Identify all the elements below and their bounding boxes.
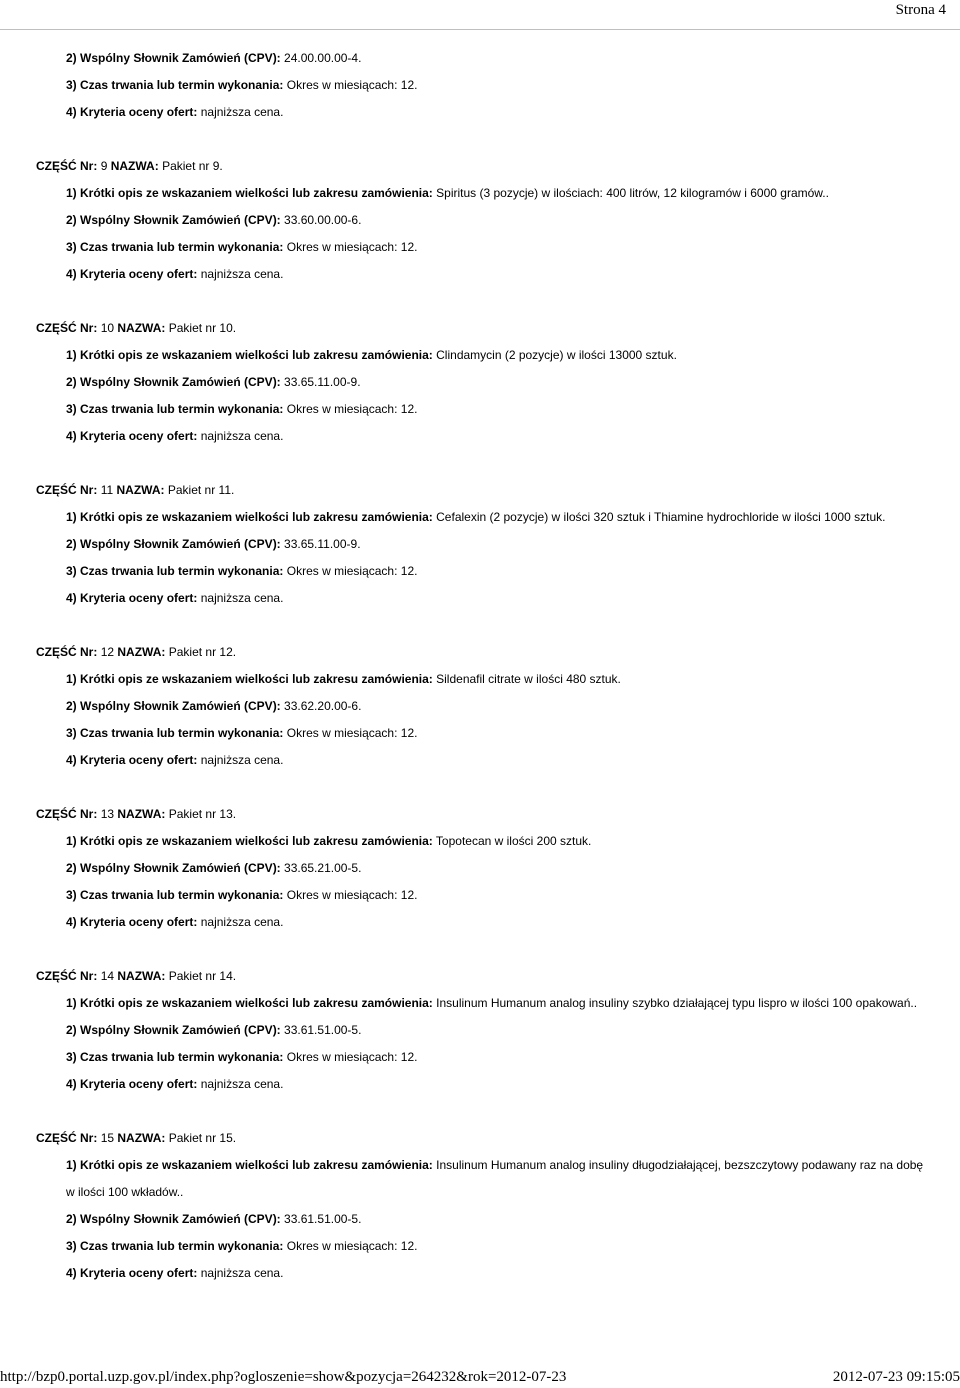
time-line: [0, 720, 960, 747]
criteria-line: [0, 747, 960, 774]
parts-list: [0, 126, 960, 1287]
cpv-line: [0, 531, 960, 558]
part-label: CZĘŚĆ Nr:: [36, 1131, 98, 1145]
cpv-label: 2) Wspólny Słownik Zamówień (CPV):: [66, 51, 281, 65]
part-label: CZĘŚĆ Nr:: [36, 969, 98, 983]
part-name: Pakiet nr 11.: [167, 483, 235, 497]
section-spacer: [0, 774, 960, 801]
part-section: [0, 288, 960, 450]
part-heading: [0, 1125, 960, 1152]
criteria-value: najniższa cena.: [200, 1077, 284, 1091]
part-heading: [0, 477, 960, 504]
cpv-line: [0, 45, 960, 72]
part-label: CZĘŚĆ Nr:: [36, 159, 98, 173]
criteria-value: najniższa cena.: [200, 915, 284, 929]
description-line: [0, 504, 960, 531]
time-label: 3) Czas trwania lub termin wykonania:: [66, 888, 284, 902]
cpv-label: 2) Wspólny Słownik Zamówień (CPV):: [66, 1023, 281, 1037]
description-value: Topotecan w ilości 200 sztuk.: [435, 834, 592, 848]
description-value: Spiritus (3 pozycje) w ilościach: 400 litrów, 12 kilogramów i 6000 gramów..: [436, 186, 829, 200]
cpv-line: [0, 1206, 960, 1233]
time-value: Okres w miesiącach: 12.: [286, 78, 418, 92]
description-line: [0, 828, 960, 855]
part-section: [0, 450, 960, 612]
part-label: CZĘŚĆ Nr:: [36, 645, 98, 659]
time-value: Okres w miesiącach: 12.: [286, 888, 418, 902]
part-name: Pakiet nr 14.: [168, 969, 237, 983]
part-number: 14: [100, 969, 115, 983]
cpv-line: [0, 207, 960, 234]
section-spacer: [0, 1098, 960, 1125]
description-line: [0, 342, 960, 369]
criteria-value: najniższa cena.: [200, 753, 284, 767]
part-name: Pakiet nr 9.: [162, 159, 223, 173]
description-line: [0, 990, 960, 1017]
part-label: CZĘŚĆ Nr:: [36, 321, 98, 335]
criteria-line: [0, 423, 960, 450]
part-name-label: NAZWA:: [116, 483, 165, 497]
time-line: [0, 234, 960, 261]
time-line: [0, 1044, 960, 1071]
part-name-label: NAZWA:: [117, 1131, 166, 1145]
description-value: Sildenafil citrate w ilości 480 sztuk.: [436, 672, 621, 686]
section-spacer: [0, 288, 960, 315]
cpv-value: 33.65.11.00-9.: [284, 375, 361, 389]
page-header: [0, 0, 960, 30]
time-value: Okres w miesiącach: 12.: [286, 240, 418, 254]
part-name: Pakiet nr 13.: [168, 807, 237, 821]
time-value: Okres w miesiącach: 12.: [286, 1239, 418, 1253]
part-number: 10: [100, 321, 115, 335]
criteria-value: najniższa cena.: [200, 105, 284, 119]
part-number: 15: [100, 1131, 115, 1145]
time-label: 3) Czas trwania lub termin wykonania:: [66, 1050, 284, 1064]
part-label: CZĘŚĆ Nr:: [36, 807, 98, 821]
criteria-label: 4) Kryteria oceny ofert:: [66, 105, 198, 119]
part-heading: [0, 315, 960, 342]
section-spacer: [0, 936, 960, 963]
cpv-value: 33.61.51.00-5.: [284, 1212, 362, 1226]
cpv-label: 2) Wspólny Słownik Zamówień (CPV):: [66, 1212, 281, 1226]
part-section: [0, 936, 960, 1098]
time-line: [0, 558, 960, 585]
part-number: 12: [100, 645, 115, 659]
description-label: 1) Krótki opis ze wskazaniem wielkości lub zakresu zamówienia:: [66, 834, 433, 848]
section-spacer: [0, 450, 960, 477]
description-label: 1) Krótki opis ze wskazaniem wielkości lub zakresu zamówienia:: [66, 1158, 433, 1172]
part-name: Pakiet nr 12.: [168, 645, 237, 659]
time-line: [0, 72, 960, 99]
time-value: Okres w miesiącach: 12.: [286, 726, 418, 740]
part-section: [0, 774, 960, 936]
time-line: [0, 882, 960, 909]
criteria-label: 4) Kryteria oceny ofert:: [66, 429, 198, 443]
criteria-line: [0, 99, 960, 126]
time-value: Okres w miesiącach: 12.: [286, 564, 418, 578]
cpv-label: 2) Wspólny Słownik Zamówień (CPV):: [66, 699, 281, 713]
time-value: Okres w miesiącach: 12.: [286, 1050, 418, 1064]
cpv-line: [0, 1017, 960, 1044]
footer-url: http://bzp0.portal.uzp.gov.pl/index.php?ogloszenie=show&pozycja=264232&rok=2012-07-23: [0, 1369, 567, 1385]
cpv-line: [0, 369, 960, 396]
time-label: 3) Czas trwania lub termin wykonania:: [66, 564, 284, 578]
part-section: [0, 612, 960, 774]
part-name-label: NAZWA:: [117, 807, 166, 821]
part-number: 9: [100, 159, 108, 173]
cpv-label: 2) Wspólny Słownik Zamówień (CPV):: [66, 861, 281, 875]
page-footer: [0, 1366, 960, 1388]
criteria-label: 4) Kryteria oceny ofert:: [66, 753, 198, 767]
part-heading: [0, 801, 960, 828]
part-number: 11: [100, 483, 114, 497]
part-heading: [0, 639, 960, 666]
cpv-label: 2) Wspólny Słownik Zamówień (CPV):: [66, 213, 281, 227]
criteria-label: 4) Kryteria oceny ofert:: [66, 915, 198, 929]
criteria-label: 4) Kryteria oceny ofert:: [66, 267, 198, 281]
criteria-value: najniższa cena.: [200, 591, 284, 605]
criteria-line: [0, 261, 960, 288]
time-line: [0, 396, 960, 423]
description-value: Insulinum Humanum analog insuliny szybko działającej typu lispro w ilości 100 opakowań..: [436, 996, 918, 1010]
part-name-label: NAZWA:: [117, 645, 166, 659]
criteria-line: [0, 1071, 960, 1098]
part-section: [0, 1098, 960, 1287]
description-value: Clindamycin (2 pozycje) w ilości 13000 sztuk.: [436, 348, 677, 362]
description-label: 1) Krótki opis ze wskazaniem wielkości lub zakresu zamówienia:: [66, 996, 433, 1010]
continued-part-block: [0, 45, 960, 126]
criteria-label: 4) Kryteria oceny ofert:: [66, 591, 198, 605]
description-label: 1) Krótki opis ze wskazaniem wielkości lub zakresu zamówienia:: [66, 348, 433, 362]
cpv-label: 2) Wspólny Słownik Zamówień (CPV):: [66, 537, 281, 551]
time-label: 3) Czas trwania lub termin wykonania:: [66, 240, 284, 254]
criteria-value: najniższa cena.: [200, 429, 284, 443]
criteria-label: 4) Kryteria oceny ofert:: [66, 1077, 198, 1091]
page-number-label: Strona 4: [895, 2, 946, 18]
cpv-label: 2) Wspólny Słownik Zamówień (CPV):: [66, 375, 281, 389]
criteria-line: [0, 909, 960, 936]
part-number: 13: [100, 807, 115, 821]
description-value: Cefalexin (2 pozycje) w ilości 320 sztuk i Thiamine hydrochloride w ilości 1000 sztuk.: [436, 510, 886, 524]
time-label: 3) Czas trwania lub termin wykonania:: [66, 1239, 284, 1253]
time-line: [0, 1233, 960, 1260]
time-label: 3) Czas trwania lub termin wykonania:: [66, 726, 284, 740]
cpv-value: 33.62.20.00-6.: [284, 699, 362, 713]
criteria-value: najniższa cena.: [200, 267, 284, 281]
time-label: 3) Czas trwania lub termin wykonania:: [66, 402, 284, 416]
cpv-value: 33.65.11.00-9.: [284, 537, 361, 551]
description-label: 1) Krótki opis ze wskazaniem wielkości lub zakresu zamówienia:: [66, 672, 433, 686]
criteria-value: najniższa cena.: [200, 1266, 284, 1280]
header-divider: [0, 29, 960, 30]
description-line: [0, 666, 960, 693]
section-spacer: [0, 612, 960, 639]
description-line: [0, 1152, 960, 1206]
cpv-line: [0, 693, 960, 720]
time-value: Okres w miesiącach: 12.: [286, 402, 418, 416]
cpv-value: 33.65.21.00-5.: [284, 861, 362, 875]
footer-datetime: 2012-07-23 09:15:05: [832, 1369, 960, 1385]
document-content: [0, 45, 960, 1287]
criteria-line: [0, 1260, 960, 1287]
part-heading: [0, 963, 960, 990]
criteria-line: [0, 585, 960, 612]
part-section: [0, 126, 960, 288]
cpv-value: 33.60.00.00-6.: [284, 213, 362, 227]
part-name-label: NAZWA:: [117, 969, 166, 983]
part-heading: [0, 153, 960, 180]
description-line: [0, 180, 960, 207]
part-label: CZĘŚĆ Nr:: [36, 483, 98, 497]
cpv-value: 33.61.51.00-5.: [284, 1023, 362, 1037]
part-name: Pakiet nr 10.: [168, 321, 237, 335]
description-label: 1) Krótki opis ze wskazaniem wielkości lub zakresu zamówienia:: [66, 186, 433, 200]
description-label: 1) Krótki opis ze wskazaniem wielkości lub zakresu zamówienia:: [66, 510, 433, 524]
time-label: 3) Czas trwania lub termin wykonania:: [66, 78, 284, 92]
part-name-label: NAZWA:: [110, 159, 159, 173]
part-name: Pakiet nr 15.: [168, 1131, 237, 1145]
description-value: Insulinum Humanum analog insuliny długodziałającej, bezszczytowy podawany raz na dobę w ilości 100 wkładów..: [66, 1158, 924, 1199]
cpv-line: [0, 855, 960, 882]
section-spacer: [0, 126, 960, 153]
cpv-value: 24.00.00.00-4.: [284, 51, 362, 65]
part-name-label: NAZWA:: [117, 321, 166, 335]
criteria-label: 4) Kryteria oceny ofert:: [66, 1266, 198, 1280]
